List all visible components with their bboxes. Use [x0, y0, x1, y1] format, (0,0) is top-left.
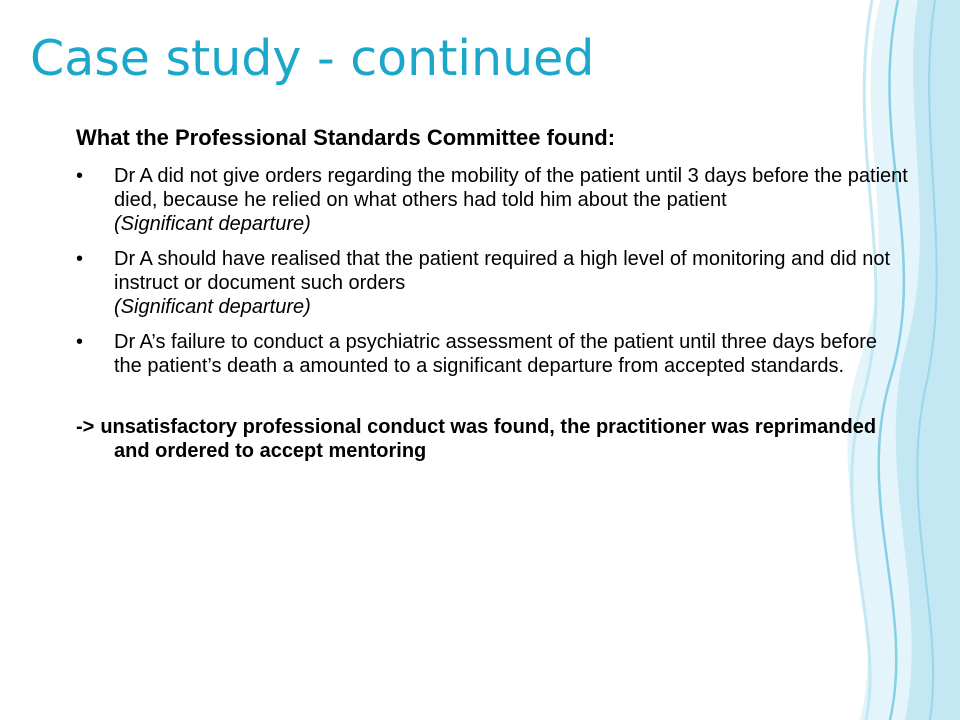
bullet-dot-icon: •: [76, 164, 84, 187]
arrow-icon: ->: [76, 415, 95, 438]
findings-list: [76, 164, 908, 378]
conclusion-text: [76, 415, 908, 463]
conclusion-body: unsatisfactory professional conduct was found, the practitioner was reprimanded and ordered to accept mentoring: [100, 415, 877, 462]
finding-text: Dr A should have realised that the patient required a high level of monitoring and did not instruct or document such orders: [114, 247, 891, 294]
findings-heading: What the Professional Standards Committee found:: [76, 125, 616, 150]
finding-note: (Significant departure): [114, 212, 311, 235]
bullet-dot-icon: •: [76, 247, 84, 270]
finding-note: (Significant departure): [114, 295, 311, 318]
slide-content: [76, 124, 908, 463]
finding-item: [76, 164, 908, 236]
bullet-dot-icon: •: [76, 330, 84, 353]
finding-item: [76, 330, 908, 378]
finding-text: Dr A did not give orders regarding the mobility of the patient until 3 days before the patient died, because he relied on what others had told him about the patient: [114, 164, 908, 211]
slide-title: Case study - continued: [30, 30, 595, 87]
finding-item: [76, 247, 908, 319]
finding-text: Dr A’s failure to conduct a psychiatric assessment of the patient until three days before the patient’s death a amounted to a significant departure from accepted standards.: [114, 330, 877, 377]
